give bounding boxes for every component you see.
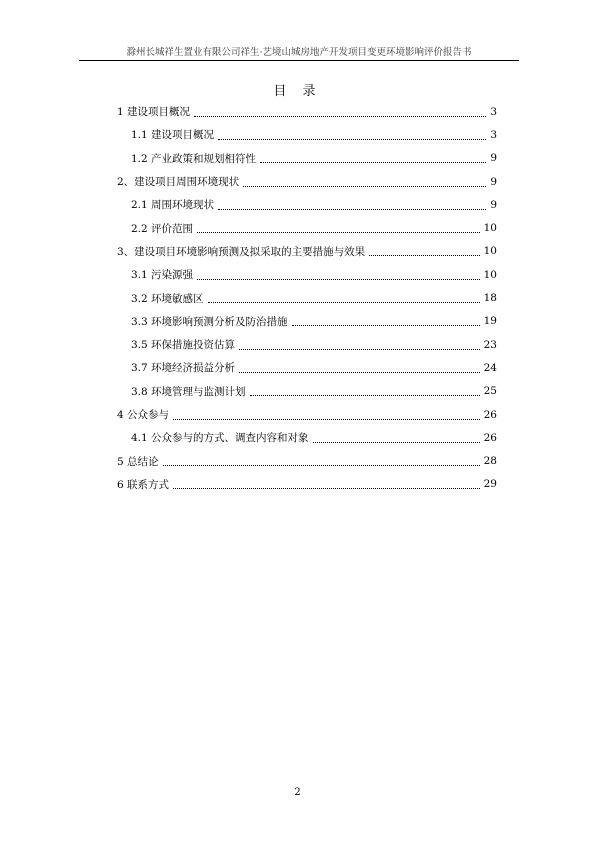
toc-entry-label: 3.7 环境经济损益分析 bbox=[131, 362, 236, 375]
toc-dot-leader bbox=[173, 476, 480, 489]
toc-entry-page: 10 bbox=[483, 222, 497, 235]
toc-entry[interactable] bbox=[117, 333, 497, 356]
toc-entry-page: 26 bbox=[483, 408, 497, 421]
toc-entry[interactable] bbox=[117, 310, 497, 333]
toc-entry-page: 24 bbox=[483, 361, 497, 374]
toc-entry[interactable] bbox=[117, 240, 497, 263]
toc-entry-page: 9 bbox=[490, 152, 497, 165]
toc-dot-leader bbox=[197, 220, 480, 233]
toc-entry[interactable] bbox=[117, 403, 497, 426]
toc-entry-page: 10 bbox=[483, 268, 497, 281]
toc-dot-leader bbox=[239, 360, 480, 373]
toc-entry-page: 29 bbox=[483, 478, 497, 491]
toc-entry-label: 1 建设项目概况 bbox=[117, 106, 191, 119]
toc-entry-page: 18 bbox=[483, 292, 497, 305]
running-header: 滁州长城祥生置业有限公司祥生·艺境山城房地产开发项目变更环境影响评价报告书 bbox=[126, 47, 472, 58]
page-number: 2 bbox=[294, 787, 301, 798]
header-rule bbox=[79, 60, 519, 61]
toc-entry-page: 26 bbox=[483, 431, 497, 444]
toc-entry-label: 3.1 污染源强 bbox=[131, 269, 194, 282]
toc-dot-leader bbox=[218, 127, 486, 140]
toc-entry[interactable] bbox=[117, 216, 497, 239]
toc-dot-leader bbox=[243, 174, 486, 187]
toc-entry[interactable] bbox=[117, 449, 497, 472]
toc-entry-label: 3.2 环境敏感区 bbox=[131, 292, 204, 305]
toc-dot-leader bbox=[194, 104, 486, 117]
toc-dot-leader bbox=[239, 337, 480, 350]
toc-entry[interactable] bbox=[117, 286, 497, 309]
toc-entry-label: 1.2 产业政策和规划相符性 bbox=[131, 152, 257, 165]
toc-entry-label: 4 公众参与 bbox=[117, 409, 170, 421]
toc-entry-page: 3 bbox=[490, 105, 497, 118]
toc-entry[interactable] bbox=[117, 193, 497, 216]
toc-entry[interactable] bbox=[117, 356, 497, 379]
toc-entry-label: 2.2 评价范围 bbox=[131, 222, 194, 235]
toc-dot-leader bbox=[197, 267, 480, 280]
toc-entry-label: 3.3 环境影响预测分析及防治措施 bbox=[131, 315, 288, 328]
toc-entry-label: 6 联系方式 bbox=[117, 478, 170, 491]
toc-entry-label: 3.8 环境管理与监测计划 bbox=[131, 385, 246, 398]
toc-entry[interactable] bbox=[117, 170, 497, 193]
toc-dot-leader bbox=[218, 197, 486, 210]
toc-entry[interactable] bbox=[117, 426, 497, 449]
toc-entry-page: 23 bbox=[483, 338, 497, 351]
toc-dot-leader bbox=[173, 407, 480, 420]
toc-dot-leader bbox=[260, 150, 486, 163]
toc-title: 目 录 bbox=[273, 84, 322, 99]
toc-entry-page: 25 bbox=[483, 385, 497, 398]
toc-entry-label: 3、建设项目环境影响预测及拟采取的主要措施与效果 bbox=[117, 245, 366, 258]
toc-entry-label: 2.1 周围环境现状 bbox=[131, 199, 215, 212]
toc-entry[interactable] bbox=[117, 100, 497, 123]
toc-entry[interactable] bbox=[117, 473, 497, 496]
toc-entry-page: 3 bbox=[490, 128, 497, 141]
table-of-contents bbox=[117, 100, 497, 496]
toc-dot-leader bbox=[250, 383, 480, 396]
toc-entry-page: 9 bbox=[490, 175, 497, 188]
toc-entry[interactable] bbox=[117, 263, 497, 286]
toc-entry-page: 28 bbox=[483, 455, 497, 468]
toc-entry-label: 3.5 环保措施投资估算 bbox=[131, 339, 236, 352]
toc-entry[interactable] bbox=[117, 123, 497, 146]
toc-entry-page: 10 bbox=[483, 245, 497, 258]
toc-entry-page: 9 bbox=[490, 198, 497, 211]
toc-entry-page: 19 bbox=[483, 315, 497, 328]
toc-dot-leader bbox=[208, 290, 480, 303]
toc-dot-leader bbox=[313, 430, 480, 443]
toc-entry-label: 4.1 公众参与的方式、调查内容和对象 bbox=[131, 432, 309, 445]
toc-entry[interactable] bbox=[117, 147, 497, 170]
toc-entry-label: 5 总结论 bbox=[117, 455, 159, 468]
toc-entry-label: 2、建设项目周围环境现状 bbox=[117, 176, 240, 189]
toc-dot-leader bbox=[163, 453, 480, 466]
toc-dot-leader bbox=[369, 243, 479, 256]
toc-entry-label: 1.1 建设项目概况 bbox=[131, 129, 215, 142]
toc-entry[interactable] bbox=[117, 380, 497, 403]
toc-dot-leader bbox=[292, 313, 480, 326]
